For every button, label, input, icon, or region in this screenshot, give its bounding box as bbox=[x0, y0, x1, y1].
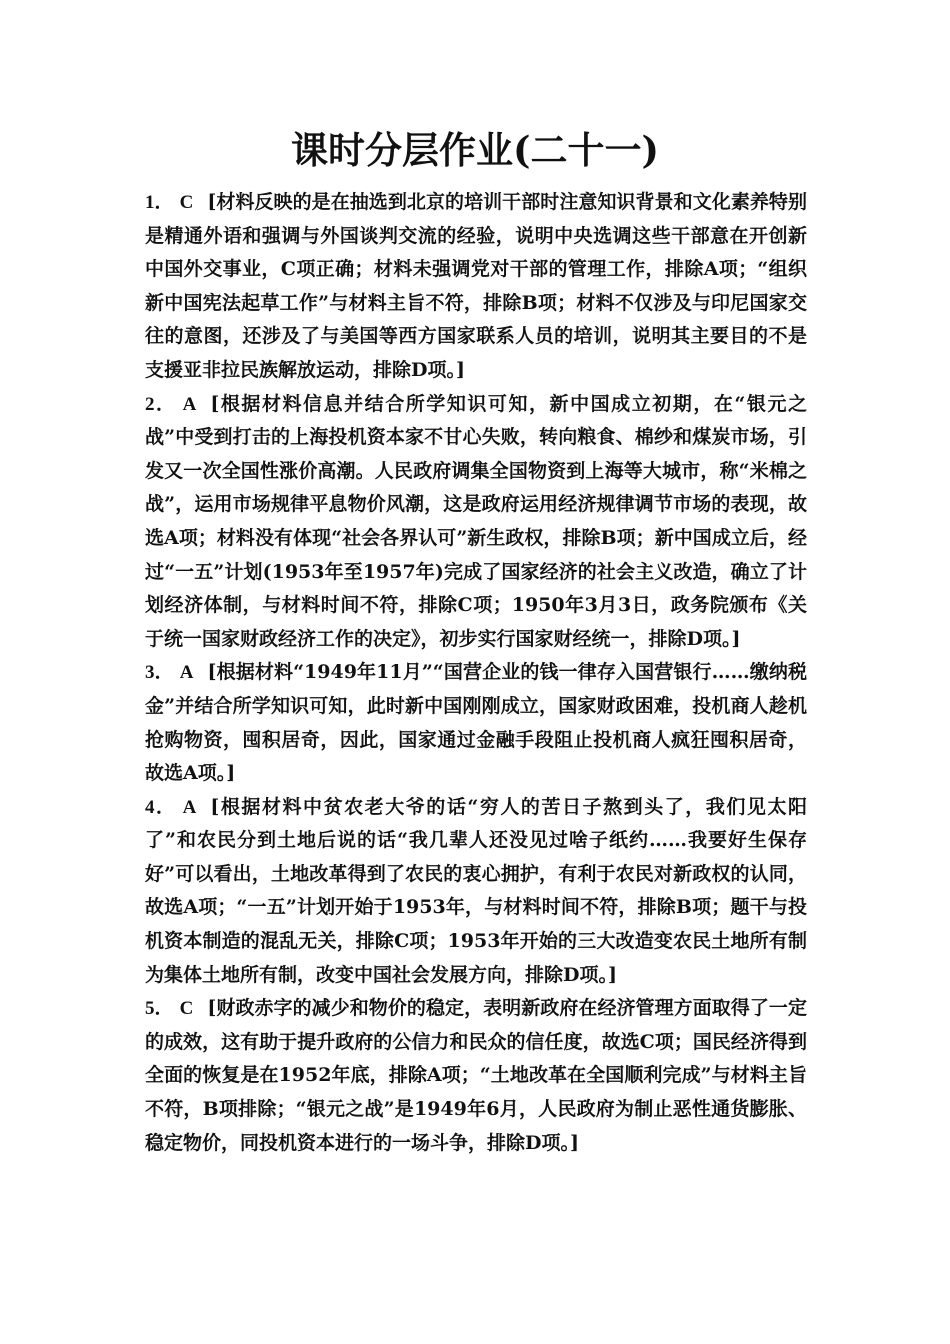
answer-item bbox=[145, 186, 807, 388]
answer-choice: A bbox=[182, 393, 197, 415]
answer-choice: A bbox=[182, 796, 197, 818]
answer-number: 2． bbox=[145, 393, 177, 415]
answer-choice: A bbox=[179, 662, 194, 684]
answer-item bbox=[145, 791, 807, 993]
answer-explanation: [根据材料信息并结合所学知识可知，新中国成立初期，在“银元之战”中受到打击的上海投机资本家不甘心失败，转向粮食、棉纱和煤炭市场，引发又一次全国性涨价高潮。人民政府调集全国物资到上海等大城市，称“米棉之战”，运用市场规律平息物价风潮，这是政府运用经济规律调节市场的表现，故选A项；材料没有体现“社会各界认可”新生政权，排除B项；新中国成立后，经过“一五”计划(1953年至1957年)完成了国家经济的社会主义改造，确立了计划经济体制，与材料时间不符，排除C项；1950年3月3日，政务院颁布《关于统一国家财政经济工作的决定》，初步实行国家财经统一，排除D项。] bbox=[145, 392, 807, 650]
answer-number: 4． bbox=[145, 796, 177, 818]
answer-number: 3． bbox=[145, 662, 174, 684]
answer-explanation: [根据材料中贫农老大爷的话“穷人的苦日子熬到头了，我们见太阳了”和农民分到土地后说的话“我几辈人还没见过啥子纸约……我要好生保存好”可以看出，土地改革得到了农民的衷心拥护，有利于农民对新政权的认同，故选A项；“一五”计划开始于1953年，与材料时间不符，排除B项；题干与投机资本制造的混乱无关，排除C项；1953年开始的三大改造变农民土地所有制为集体土地所有制，改变中国社会发展方向，排除D项。] bbox=[145, 795, 807, 986]
answer-explanation: [根据材料“1949年11月”“国营企业的钱一律存入国营银行……缴纳税金”并结合所学知识可知，此时新中国刚刚成立，国家财政困难，投机商人趁机抢购物资，囤积居奇，因此，国家通过金融手段阻止投机商人疯狂囤积居奇，故选A项。] bbox=[145, 661, 807, 785]
answer-explanation: [财政赤字的减少和物价的稳定，表明新政府在经济管理方面取得了一定的成效，这有助于提升政府的公信力和民众的信任度，故选C项；国民经济得到全面的恢复是在1952年底，排除A项；“土地改革在全国顺利完成”与材料主旨不符，B项排除；“银元之战”是1949年6月，人民政府为制止恶性通货膨胀、稳定物价，同投机资本进行的一场斗争，排除D项。] bbox=[145, 997, 807, 1154]
page-title: 课时分层作业(二十一) bbox=[290, 128, 659, 172]
answer-list bbox=[145, 186, 807, 1160]
answer-number: 5． bbox=[145, 998, 174, 1020]
answer-choice: C bbox=[179, 998, 194, 1020]
answer-choice: C bbox=[179, 192, 194, 213]
answer-item bbox=[145, 656, 807, 790]
answer-explanation: [材料反映的是在抽选到北京的培训干部时注意知识背景和文化素养特别是精通外语和强调与外国谈判交流的经验，说明中央选调这些干部意在开创新中国外交事业，C项正确；材料未强调党对干部的管理工作，排除A项；“组织新中国宪法起草工作”与材料主旨不符，排除B项；材料不仅涉及与印尼国家交往的意图，还涉及了与美国等西方国家联系人员的培训，说明其主要目的不是支援亚非拉民族解放运动，排除D项。] bbox=[145, 191, 807, 381]
answer-item bbox=[145, 992, 807, 1160]
answer-item bbox=[145, 388, 807, 657]
answer-number: 1． bbox=[145, 192, 174, 213]
